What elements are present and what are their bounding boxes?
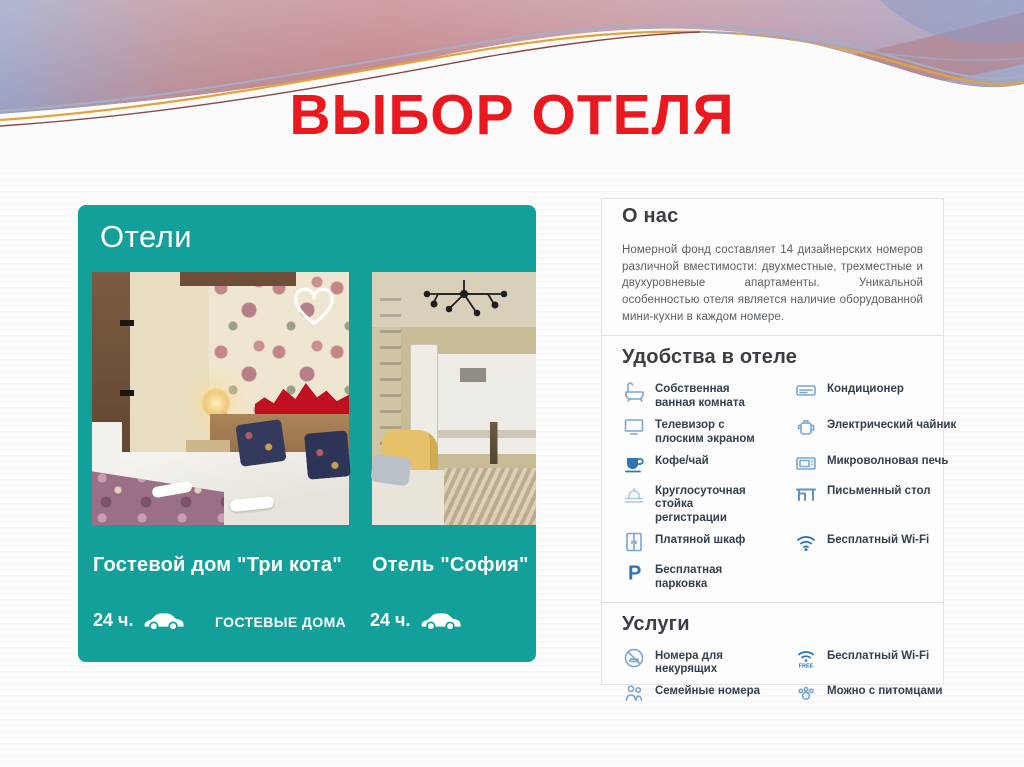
hotels-list-card: [78, 205, 536, 662]
service-label: Семейные номера: [655, 685, 761, 698]
photo-texture: [438, 430, 536, 438]
service-item: [622, 681, 788, 707]
amenity-item: [794, 481, 957, 526]
parking-icon: [622, 560, 646, 584]
photo-texture: [180, 272, 296, 286]
amenity-item-empty: [794, 560, 957, 592]
amenity-item: [622, 379, 788, 411]
air-conditioner-icon: [794, 379, 818, 403]
amenity-label: Письменный стол: [827, 484, 931, 497]
hours-label: 24 ч.: [370, 610, 411, 630]
listing-hours: [370, 609, 461, 632]
photo-texture: [120, 390, 134, 396]
amenity-item: [622, 415, 788, 447]
amenity-item: [794, 415, 957, 447]
amenity-item: [622, 560, 788, 592]
service-label: Бесплатный Wi-Fi: [827, 649, 930, 662]
listing-hours: [93, 609, 184, 632]
about-heading: О нас: [622, 205, 679, 227]
car-icon: [419, 609, 461, 632]
amenity-label: Кофе/чай: [655, 454, 709, 467]
amenity-label: Собственная ванная комната: [655, 383, 745, 410]
photo-texture: [438, 354, 536, 454]
photo-texture: [235, 419, 286, 467]
about-text: Номерной фонд составляет 14 дизайнерских номеров различной вместимости: двухместные, трехместные и двухуровневые апартаменты. Уникальной особенностью отеля является наличие оборудованной мини-кухни в каждом номере.: [622, 244, 923, 323]
photo-texture: [304, 430, 351, 480]
photo-texture: [444, 468, 536, 525]
service-item: [622, 646, 788, 678]
car-icon: [142, 609, 184, 632]
service-item: [794, 681, 953, 707]
amenity-item: [794, 379, 957, 411]
amenity-item: [794, 451, 957, 477]
bathtub-icon: [622, 379, 646, 403]
listing-name: Гостевой дом "Три кота": [93, 554, 342, 576]
service-label: Номера для некурящих: [655, 649, 724, 676]
divider: [602, 602, 943, 603]
svg-text:P: P: [628, 562, 642, 585]
amenity-label: Круглосуточная стойка регистрации: [655, 484, 746, 525]
hotel-photo-sofia[interactable]: [372, 272, 536, 525]
amenity-item: [794, 530, 957, 556]
favorite-heart-icon[interactable]: [291, 286, 337, 328]
amenity-item: [622, 451, 788, 477]
service-label: Можно с питомцами: [827, 685, 943, 698]
services-grid: [622, 646, 943, 708]
amenity-label: Электрический чайник: [827, 418, 957, 431]
photo-texture: [460, 368, 486, 382]
hotel-photo-tri-kota[interactable]: [92, 272, 349, 525]
hotels-card-title: Отели: [100, 219, 193, 254]
amenity-label: Телевизор с плоским экраном: [655, 418, 755, 445]
photo-texture: [120, 320, 134, 326]
svg-text:FREE: FREE: [798, 663, 814, 670]
coffee-icon: [622, 451, 646, 475]
amenities-heading: Удобства в отеле: [622, 346, 798, 369]
page-title: ВЫБОР ОТЕЛЯ: [289, 83, 735, 147]
amenity-label: Микроволновая печь: [827, 454, 949, 467]
microwave-icon: [794, 451, 818, 475]
amenity-label: Бесплатный Wi-Fi: [827, 533, 930, 546]
service-item: [794, 646, 953, 678]
amenity-label: Кондиционер: [827, 383, 904, 396]
amenities-grid: [622, 379, 957, 591]
services-heading: Услуги: [622, 612, 690, 635]
kettle-icon: [794, 415, 818, 439]
wifi-icon: [794, 530, 818, 554]
paw-icon: [794, 681, 818, 705]
tv-icon: [622, 415, 646, 439]
reception-icon: [622, 481, 646, 505]
wifi-free-icon: [794, 646, 818, 670]
family-icon: [622, 681, 646, 705]
divider: [602, 335, 943, 336]
chandelier-decor: [416, 278, 512, 322]
wardrobe-icon: [622, 530, 646, 554]
amenity-item: [622, 481, 788, 526]
listing-name: Отель "София": [372, 554, 529, 576]
hours-label: 24 ч.: [93, 610, 134, 630]
amenity-item: [622, 530, 788, 556]
listing-category-label: ГОСТЕВЫЕ ДОМА: [215, 614, 347, 630]
hotel-info-panel: [601, 198, 957, 698]
amenity-label: Бесплатная парковка: [655, 563, 723, 590]
desk-icon: [794, 481, 818, 505]
amenity-label: Платяной шкаф: [655, 533, 746, 546]
no-smoking-icon: [622, 646, 646, 670]
photo-texture: [370, 453, 412, 486]
